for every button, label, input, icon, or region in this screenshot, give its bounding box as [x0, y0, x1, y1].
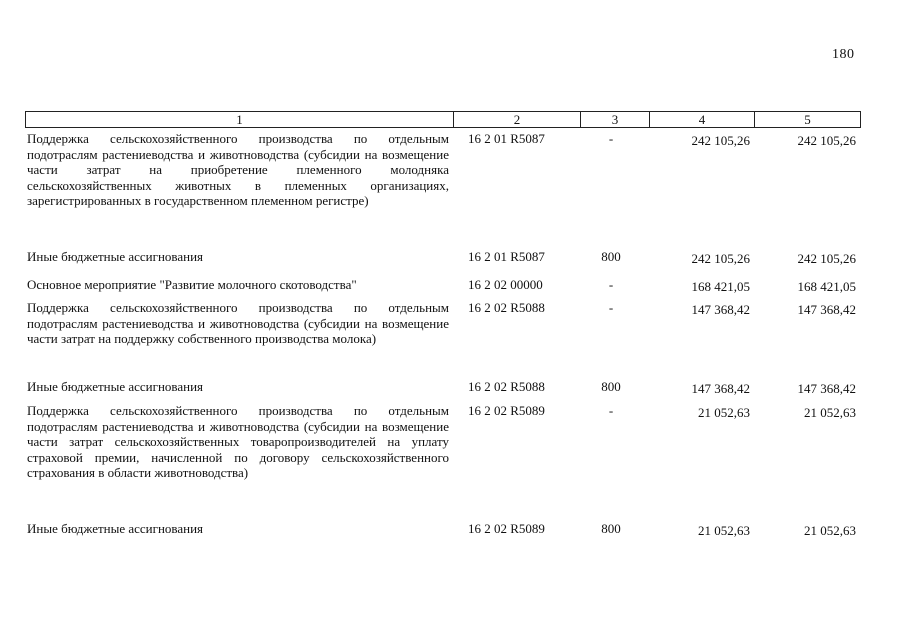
row-amount-col5: 242 105,26 — [797, 133, 856, 148]
row-expense-type: 800 — [601, 249, 621, 264]
row-expense-type: - — [608, 300, 614, 315]
row-amount-col4: 168 421,05 — [691, 279, 750, 294]
row-description: Поддержка сельскохозяйственного производства по отдельным подотраслям растениеводства и животноводства (субсидии на возмещение части затрат на поддержку собственного производства молока) — [27, 300, 449, 347]
header-cell-5: 5 — [754, 112, 860, 127]
row-expense-type: - — [608, 403, 614, 418]
row-description: Иные бюджетные ассигнования — [27, 379, 204, 394]
row-code: 16 2 02 R5088 — [468, 379, 545, 394]
header-cell-4: 4 — [649, 112, 754, 127]
table-header-row — [25, 111, 861, 128]
row-expense-type: - — [608, 131, 614, 146]
header-cell-1: 1 — [236, 112, 243, 127]
row-code: 16 2 02 00000 — [468, 277, 543, 292]
row-description: Поддержка сельскохозяйственного производства по отдельным подотраслям растениеводства и животноводства (субсидии на возмещение части затрат сельскохозяйственных товаропроизводителей на уплату страховой премии, начисленной по договору сельскохозяйственного страхования в области животноводства) — [27, 403, 449, 481]
header-cell-3: 3 — [580, 112, 649, 127]
row-amount-col4: 242 105,26 — [691, 133, 750, 148]
header-cell-2: 2 — [453, 112, 580, 127]
row-amount-col4: 242 105,26 — [691, 251, 750, 266]
row-code: 16 2 01 R5087 — [468, 131, 545, 146]
row-amount-col4: 147 368,42 — [691, 381, 750, 396]
row-amount-col4: 147 368,42 — [691, 302, 750, 317]
row-description: Основное мероприятие "Развитие молочного скотоводства" — [27, 277, 357, 292]
row-amount-col4: 21 052,63 — [698, 405, 750, 420]
row-description: Иные бюджетные ассигнования — [27, 521, 204, 536]
row-amount-col5: 168 421,05 — [797, 279, 856, 294]
row-amount-col5: 21 052,63 — [804, 405, 856, 420]
row-description: Поддержка сельскохозяйственного производства по отдельным подотраслям растениеводства и животноводства (субсидии на возмещение части затрат на приобретение племенного молодняка сельскохозяйственных животных в племенных организациях, зарегистрированных в государственном племенном регистре) — [27, 131, 449, 209]
row-code: 16 2 02 R5089 — [468, 403, 545, 418]
row-amount-col4: 21 052,63 — [698, 523, 750, 538]
row-code: 16 2 02 R5089 — [468, 521, 545, 536]
row-amount-col5: 21 052,63 — [804, 523, 856, 538]
row-code: 16 2 01 R5087 — [468, 249, 545, 264]
row-amount-col5: 147 368,42 — [797, 381, 856, 396]
page-number: 180 — [832, 47, 855, 62]
row-amount-col5: 147 368,42 — [797, 302, 856, 317]
row-expense-type: 800 — [601, 521, 621, 536]
row-expense-type: - — [608, 277, 614, 292]
row-amount-col5: 242 105,26 — [797, 251, 856, 266]
row-expense-type: 800 — [601, 379, 621, 394]
row-description: Иные бюджетные ассигнования — [27, 249, 204, 264]
row-code: 16 2 02 R5088 — [468, 300, 545, 315]
